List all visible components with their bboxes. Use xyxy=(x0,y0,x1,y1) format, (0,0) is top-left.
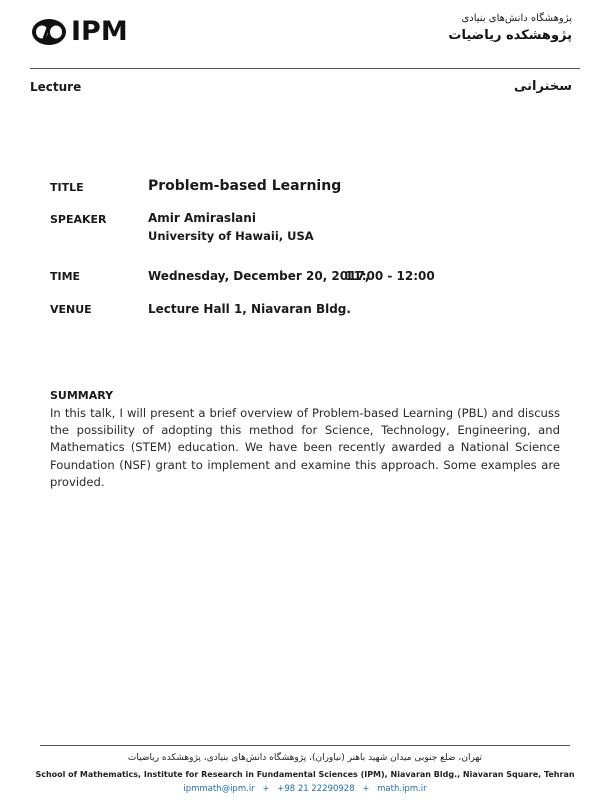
footer-website-link[interactable]: math.ipm.ir xyxy=(377,784,427,794)
title-label: TITLE xyxy=(50,181,84,194)
time-range: 11:00 - 12:00 xyxy=(345,269,435,283)
institute-name-fa xyxy=(448,12,572,46)
event-type-en: Lecture xyxy=(30,80,82,94)
time-label: TIME xyxy=(50,270,81,283)
time-date: Wednesday, December 20, 2017, xyxy=(148,269,370,283)
venue-label: VENUE xyxy=(50,303,92,316)
summary-text: In this talk, I will present a brief overview of Problem-based Learning (PBL) and discuss the possibility of adopting this method for Science, Technology, Engineering, and Mathematics (STEM) education. We have been recently awarded a National Science Foundation (NSF) grant to implement and examine this approach. Some examples are provided. xyxy=(50,406,560,489)
event-type-fa: سخنرانی xyxy=(513,79,572,94)
footer-contact xyxy=(0,784,610,794)
footer-separator: + xyxy=(362,784,370,794)
footer-email-link[interactable]: ipmmath@ipm.ir xyxy=(183,784,255,794)
speaker-label: SPEAKER xyxy=(50,213,107,226)
ipm-emblem-icon xyxy=(30,17,68,47)
venue-value: Lecture Hall 1, Niavaran Bldg. xyxy=(148,302,351,316)
footer-divider xyxy=(40,745,570,746)
footer-separator: + xyxy=(262,784,270,794)
institute-line-2: پژوهشکده ریاضیات xyxy=(448,28,572,43)
summary-label: SUMMARY xyxy=(50,389,114,402)
speaker-affiliation: University of Hawaii, USA xyxy=(148,229,314,243)
speaker-name: Amir Amiraslani xyxy=(148,211,256,225)
header-divider xyxy=(30,68,580,69)
institute-line-1: پژوهشگاه دانش‌های بنیادی xyxy=(461,13,572,24)
logo-text: IPM xyxy=(71,16,128,47)
footer-phone: +98 21 22290928 xyxy=(277,784,355,794)
footer-address-fa: تهران، ضلع جنوبی میدان شهید باهنر (نیاوران)، پژوهشگاه دانش‌های بنیادی، پژوهشکده ریاضیات xyxy=(127,753,483,763)
lecture-title: Problem-based Learning xyxy=(148,178,342,194)
ipm-logo xyxy=(30,17,128,47)
footer-address-en: School of Mathematics, Institute for Research in Fundamental Sciences (IPM), Niavaran Bldg., Niavaran Square, Tehran xyxy=(35,770,575,779)
